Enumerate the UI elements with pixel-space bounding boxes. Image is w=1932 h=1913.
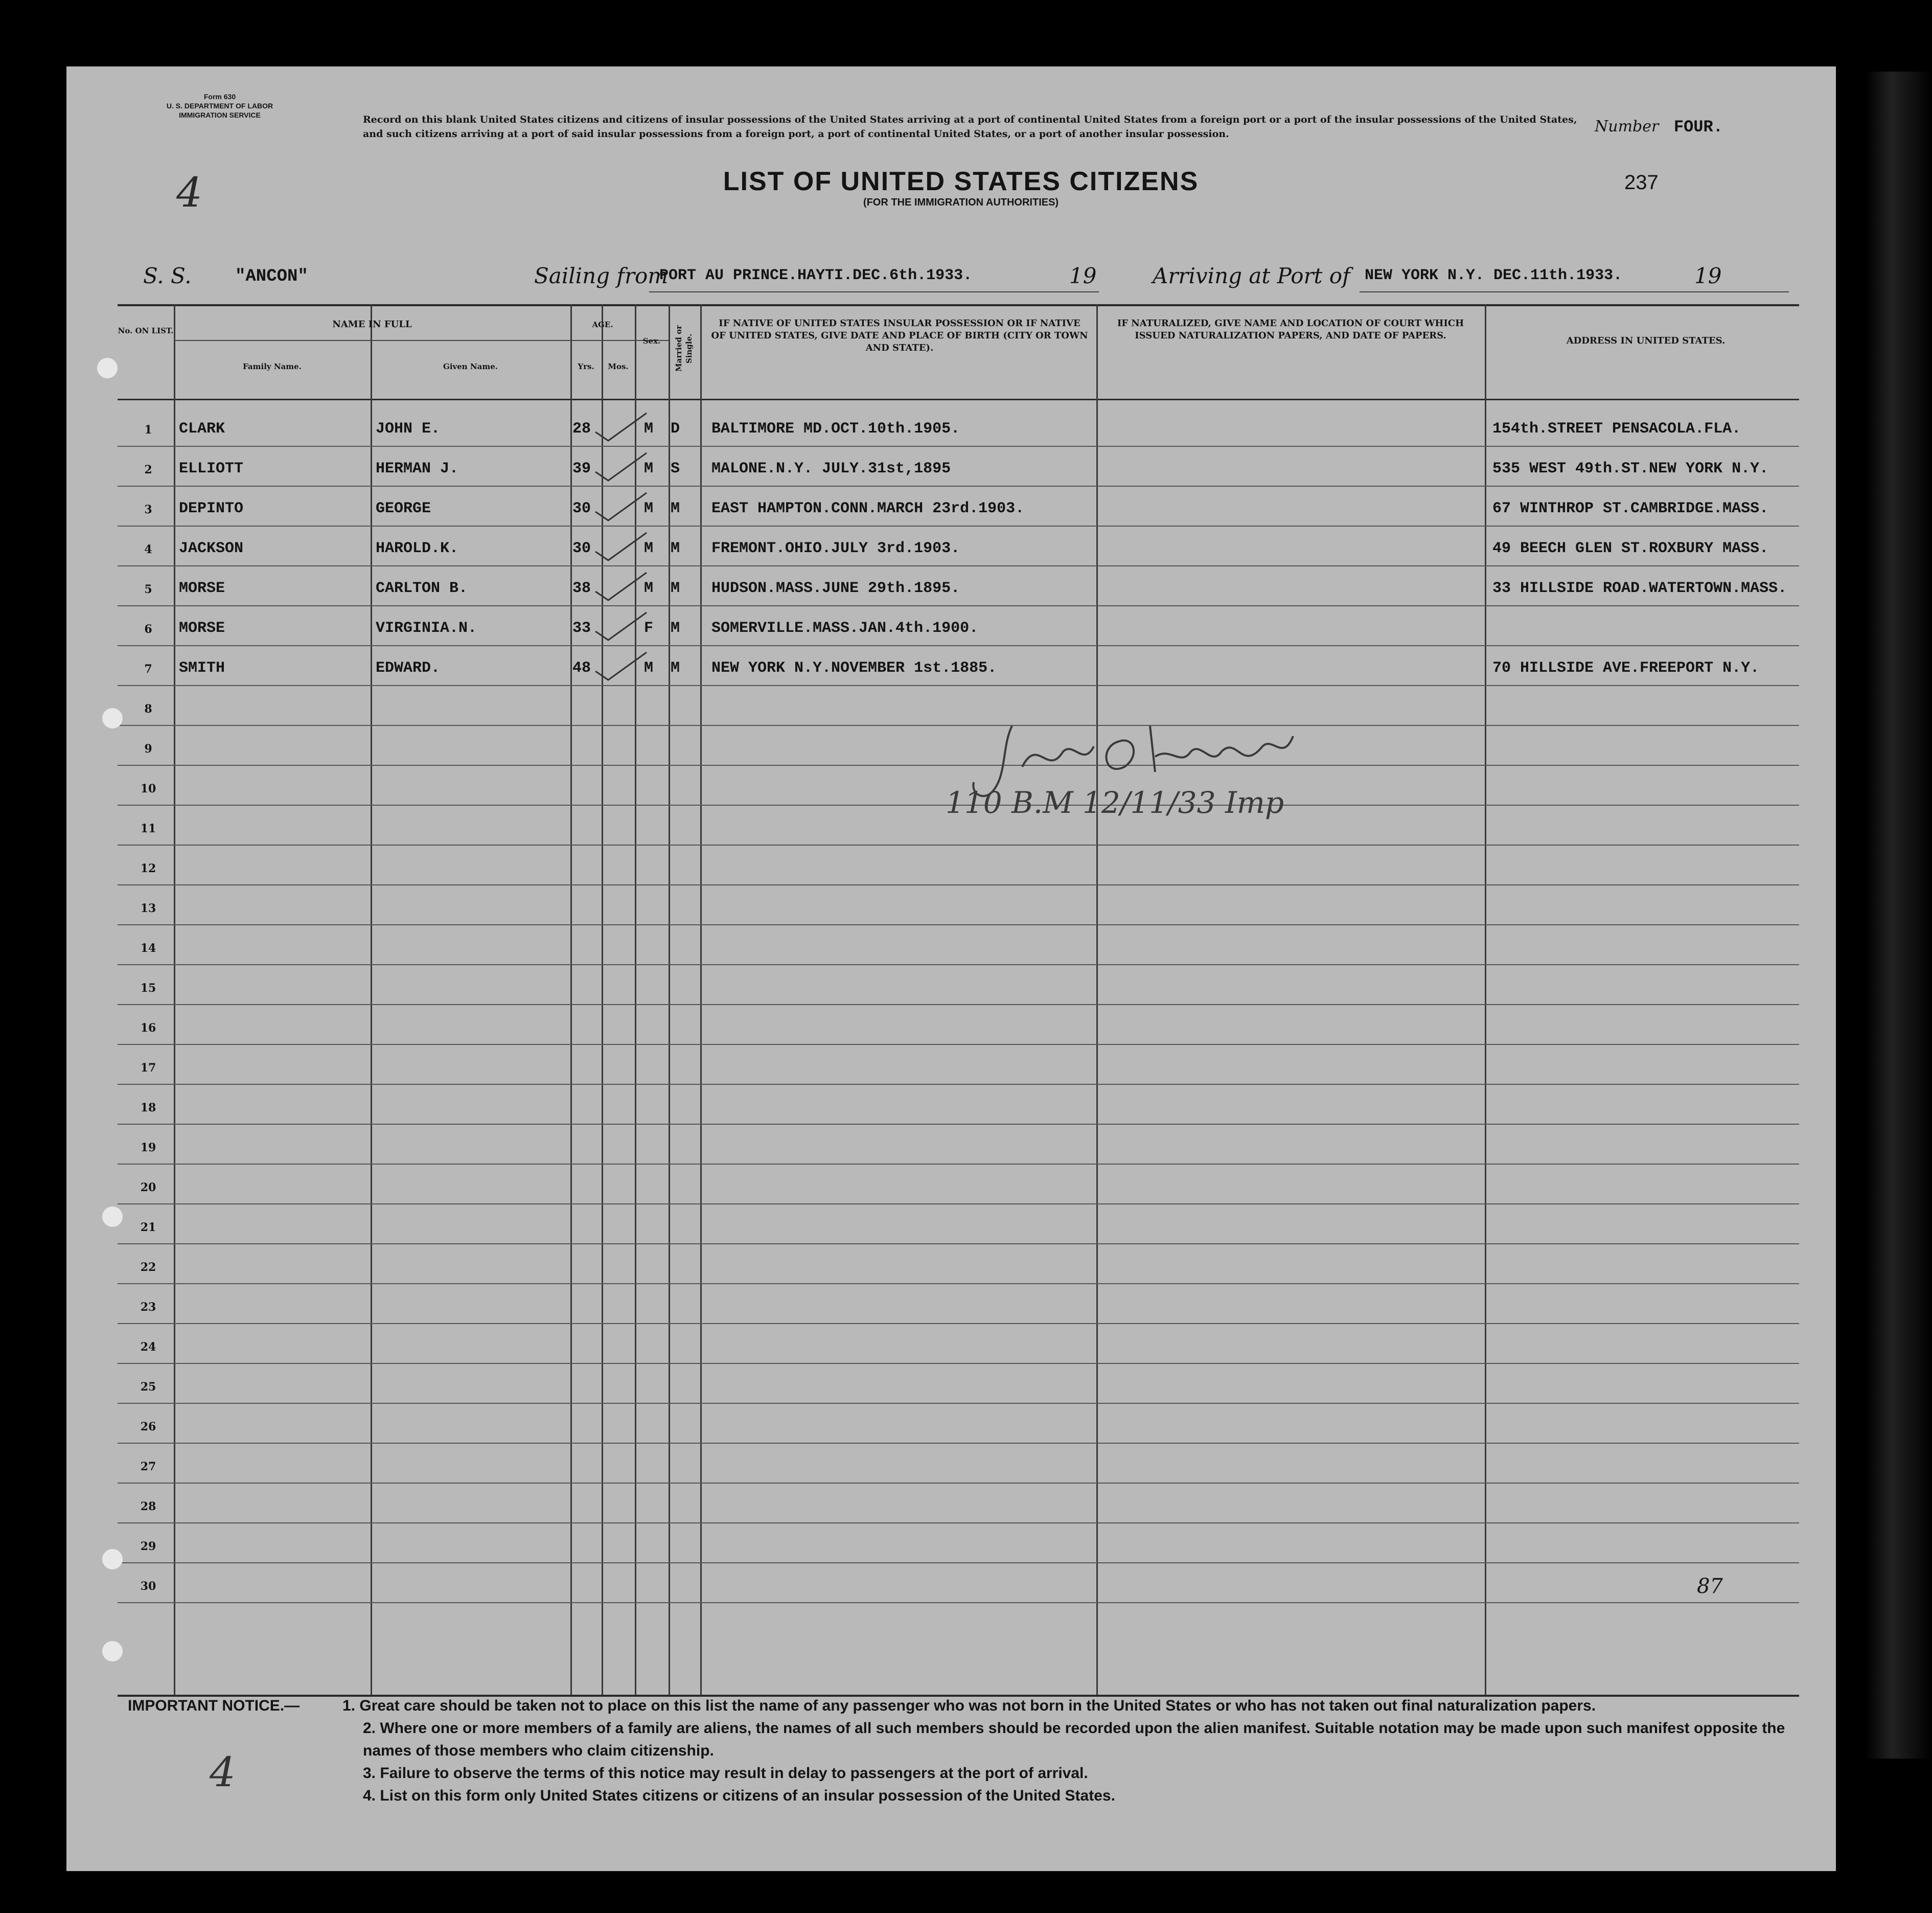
- page-number: 237: [1624, 171, 1659, 194]
- row-number: 27: [140, 1460, 156, 1473]
- age-years-cell: 39: [572, 460, 591, 477]
- table-row: [118, 1127, 1799, 1167]
- row-number: 20: [140, 1181, 156, 1194]
- sex-cell: M: [644, 460, 654, 477]
- form-number: Form 630: [203, 93, 236, 101]
- row-number: 29: [140, 1540, 156, 1553]
- inspector-signature: [935, 705, 1334, 823]
- number-value: FOUR.: [1673, 118, 1723, 136]
- header-age: AGE.: [592, 320, 613, 329]
- table-row: [118, 409, 1799, 449]
- header-no-on-list: No. ON LIST.: [118, 326, 174, 335]
- marital-status-cell: D: [671, 420, 680, 438]
- row-number: 5: [144, 583, 152, 596]
- family-name-cell: JACKSON: [179, 540, 244, 557]
- row-number: 13: [140, 902, 156, 915]
- row-number: 4: [144, 543, 152, 556]
- given-name-cell: HERMAN J.: [376, 460, 459, 477]
- family-name-cell: SMITH: [179, 659, 225, 677]
- notice-item-1: 1. Great care should be taken not to place on this list the name of any passenger who was not born in the United States or who has not taken out final naturalization papers.: [342, 1697, 1596, 1714]
- sex-cell: M: [644, 540, 654, 557]
- table-row: [118, 1246, 1799, 1286]
- header-place-of-birth: IF NATIVE OF UNITED STATES INSULAR POSSESSION OR IF NATIVE OF UNITED STATES, GIVE DATE AND PLACE OF BIRTH (CITY OR TOWN AND STATE).: [711, 318, 1088, 353]
- arriving-label: Arriving at Port of: [1153, 263, 1350, 288]
- marital-status-cell: M: [671, 540, 680, 557]
- important-notice: [128, 1695, 1814, 1807]
- family-name-cell: MORSE: [179, 620, 225, 637]
- family-name-cell: CLARK: [179, 420, 225, 438]
- header-married-or-single: Married or Single.: [674, 325, 694, 372]
- service-name: IMMIGRATION SERVICE: [179, 111, 261, 119]
- check-mark: [593, 648, 649, 684]
- row-number: 2: [144, 463, 152, 476]
- table-row: [118, 1326, 1799, 1366]
- header-given-name: Given Name.: [443, 362, 498, 371]
- table-row: [118, 1525, 1799, 1565]
- sailing-from-value: PORT AU PRINCE.HAYTI.DEC.6th.1933.: [659, 267, 973, 284]
- department-name: U. S. DEPARTMENT OF LABOR: [166, 102, 273, 110]
- row-number: 25: [140, 1380, 156, 1394]
- passenger-table: [118, 304, 1799, 1695]
- age-years-cell: 33: [572, 620, 591, 637]
- birth-place-cell: HUDSON.MASS.JUNE 29th.1895.: [711, 580, 960, 597]
- header-yrs: Yrs.: [578, 362, 594, 371]
- age-years-cell: 30: [572, 540, 591, 557]
- punch-hole: [102, 1206, 123, 1227]
- table-row: [118, 1446, 1799, 1486]
- table-row: [118, 1565, 1799, 1605]
- row-number: 23: [140, 1301, 156, 1314]
- arriving-underline: [1360, 291, 1789, 292]
- punch-hole: [102, 708, 123, 728]
- given-name-cell: CARLTON B.: [376, 580, 468, 597]
- given-name-cell: JOHN E.: [376, 420, 441, 438]
- subheader-rule: [174, 340, 669, 341]
- row-number: 12: [140, 862, 156, 875]
- page-title: LIST OF UNITED STATES CITIZENS: [723, 167, 1199, 196]
- birth-place-cell: EAST HAMPTON.CONN.MARCH 23rd.1903.: [711, 500, 1025, 517]
- family-name-cell: DEPINTO: [179, 500, 244, 517]
- notice-label: IMPORTANT NOTICE.—: [128, 1697, 300, 1714]
- row-number: 30: [140, 1580, 156, 1593]
- table-row: [118, 1167, 1799, 1206]
- family-name-cell: MORSE: [179, 580, 225, 597]
- address-cell: 154th.STREET PENSACOLA.FLA.: [1492, 420, 1741, 438]
- header-bottom-rule: [118, 399, 1799, 400]
- row-number: 24: [140, 1340, 156, 1354]
- arriving-port-value: NEW YORK N.Y. DEC.11th.1933.: [1365, 267, 1623, 284]
- row-number: 16: [140, 1021, 156, 1035]
- table-row: [118, 1047, 1799, 1087]
- check-mark: [593, 568, 649, 604]
- row-number: 9: [144, 742, 152, 756]
- age-years-cell: 38: [572, 580, 591, 597]
- table-row: [118, 1406, 1799, 1446]
- year-prefix-1: 19: [1069, 263, 1097, 288]
- record-instructions: Record on this blank United States citizens and citizens of insular possessions of the United States arriving at a port of continental United States from a foreign port or a port of the insular possessions of the United States, and such citizens arriving at a port of said insular possessions from a foreign port, a port of continental United States, or a port of another insular possession.: [363, 114, 1577, 140]
- row-number: 3: [144, 503, 152, 516]
- given-name-cell: GEORGE: [376, 500, 431, 517]
- sex-cell: M: [644, 580, 654, 597]
- marital-status-cell: M: [671, 659, 680, 677]
- check-mark: [593, 608, 649, 644]
- marital-status-cell: M: [671, 500, 680, 517]
- age-years-cell: 30: [572, 500, 591, 517]
- marital-status-cell: S: [671, 460, 680, 477]
- header-name-in-full: NAME IN FULL: [332, 319, 412, 330]
- header-address: ADDRESS IN UNITED STATES.: [1566, 335, 1726, 346]
- table-row: [118, 608, 1799, 648]
- punch-hole: [102, 1549, 123, 1569]
- handwritten-note-bottom: 4: [210, 1748, 236, 1796]
- table-row: [118, 967, 1799, 1007]
- sailing-from-label: Sailing from: [534, 263, 669, 288]
- table-row: [118, 1007, 1799, 1047]
- table-row: [118, 529, 1799, 568]
- punch-hole: [97, 358, 118, 378]
- sex-cell: M: [644, 420, 654, 438]
- birth-place-cell: FREMONT.OHIO.JULY 3rd.1903.: [711, 540, 960, 557]
- table-row: [118, 648, 1799, 688]
- table-row: [118, 1087, 1799, 1127]
- sex-cell: M: [644, 659, 654, 677]
- row-number: 22: [140, 1261, 156, 1274]
- header-sex: Sex.: [642, 336, 661, 346]
- signature-line-2: 110 B.M 12/11/33 Imp: [946, 785, 1284, 820]
- check-mark: [593, 529, 649, 564]
- address-cell: 535 WEST 49th.ST.NEW YORK N.Y.: [1492, 460, 1769, 477]
- table-row: [118, 927, 1799, 967]
- marital-status-cell: M: [671, 620, 680, 637]
- row-number: 15: [140, 982, 156, 995]
- handwritten-note-top: 4: [176, 169, 202, 216]
- ship-name: "ANCON": [235, 267, 308, 286]
- row-number: 14: [140, 942, 156, 955]
- given-name-cell: EDWARD.: [376, 659, 441, 677]
- header-family-name: Family Name.: [243, 362, 302, 371]
- age-years-cell: 28: [572, 420, 591, 438]
- row-number: 21: [140, 1221, 156, 1234]
- table-row: [118, 848, 1799, 887]
- table-row: [118, 449, 1799, 489]
- table-row: [118, 1206, 1799, 1246]
- row-number: 11: [140, 822, 156, 835]
- row-number: 7: [144, 663, 152, 676]
- birth-place-cell: BALTIMORE MD.OCT.10th.1905.: [711, 420, 960, 438]
- row-number: 6: [144, 623, 152, 636]
- scan-edge: [1866, 72, 1932, 1759]
- row-number: 19: [140, 1141, 156, 1154]
- table-row: [118, 568, 1799, 608]
- sex-cell: F: [644, 620, 654, 637]
- birth-place-cell: SOMERVILLE.MASS.JAN.4th.1900.: [711, 620, 979, 637]
- header-mos: Mos.: [608, 362, 629, 371]
- notice-item-4: 4. List on this form only United States citizens or citizens of an insular possession of the United States.: [363, 1787, 1115, 1804]
- sailing-underline: [649, 291, 1099, 292]
- number-label: Number: [1595, 118, 1659, 135]
- check-mark: [593, 489, 649, 525]
- address-cell: 70 HILLSIDE AVE.FREEPORT N.Y.: [1492, 659, 1760, 677]
- row-number: 28: [140, 1500, 156, 1513]
- row-number: 1: [144, 423, 152, 437]
- family-name-cell: ELLIOTT: [179, 460, 244, 477]
- manifest-sheet: [66, 66, 1836, 1871]
- sheet-number: 87: [1697, 1575, 1723, 1598]
- table-row: [118, 489, 1799, 529]
- check-mark: [593, 449, 649, 485]
- table-row: [118, 1486, 1799, 1525]
- address-cell: 33 HILLSIDE ROAD.WATERTOWN.MASS.: [1492, 580, 1787, 597]
- sex-cell: M: [644, 500, 654, 517]
- notice-item-3: 3. Failure to observe the terms of this notice may result in delay to passengers at the port of arrival.: [363, 1765, 1088, 1782]
- header-naturalization: IF NATURALIZED, GIVE NAME AND LOCATION OF COURT WHICH ISSUED NATURALIZATION PAPERS, AND DATE OF PAPERS.: [1117, 318, 1464, 341]
- row-number: 26: [140, 1420, 156, 1433]
- given-name-cell: HAROLD.K.: [376, 540, 459, 557]
- table-top-rule: [118, 304, 1799, 306]
- row-number: 8: [144, 702, 152, 716]
- form-id-block: [128, 92, 312, 120]
- birth-place-cell: NEW YORK N.Y.NOVEMBER 1st.1885.: [711, 659, 997, 677]
- ss-label: S. S.: [143, 263, 192, 288]
- check-mark: [593, 409, 649, 445]
- year-prefix-2: 19: [1694, 263, 1722, 288]
- address-cell: 67 WINTHROP ST.CAMBRIDGE.MASS.: [1492, 500, 1769, 517]
- table-row: [118, 1286, 1799, 1326]
- row-number: 18: [140, 1101, 156, 1114]
- punch-hole: [102, 1641, 123, 1661]
- age-years-cell: 48: [572, 659, 591, 677]
- given-name-cell: VIRGINIA.N.: [376, 620, 477, 637]
- address-cell: 49 BEECH GLEN ST.ROXBURY MASS.: [1492, 540, 1769, 557]
- birth-place-cell: MALONE.N.Y. JULY.31st,1895: [711, 460, 951, 477]
- notice-item-2: 2. Where one or more members of a family are aliens, the names of all such members should be recorded upon the alien manifest. Suitable notation may be made upon such manifest opposite the names of those members who claim citizenship.: [363, 1720, 1785, 1759]
- row-number: 10: [140, 782, 156, 795]
- page-subtitle: (FOR THE IMMIGRATION AUTHORITIES): [863, 197, 1059, 208]
- list-number: [1595, 118, 1723, 136]
- marital-status-cell: M: [671, 580, 680, 597]
- row-number: 17: [140, 1061, 156, 1075]
- table-row: [118, 1366, 1799, 1406]
- table-row: [118, 887, 1799, 927]
